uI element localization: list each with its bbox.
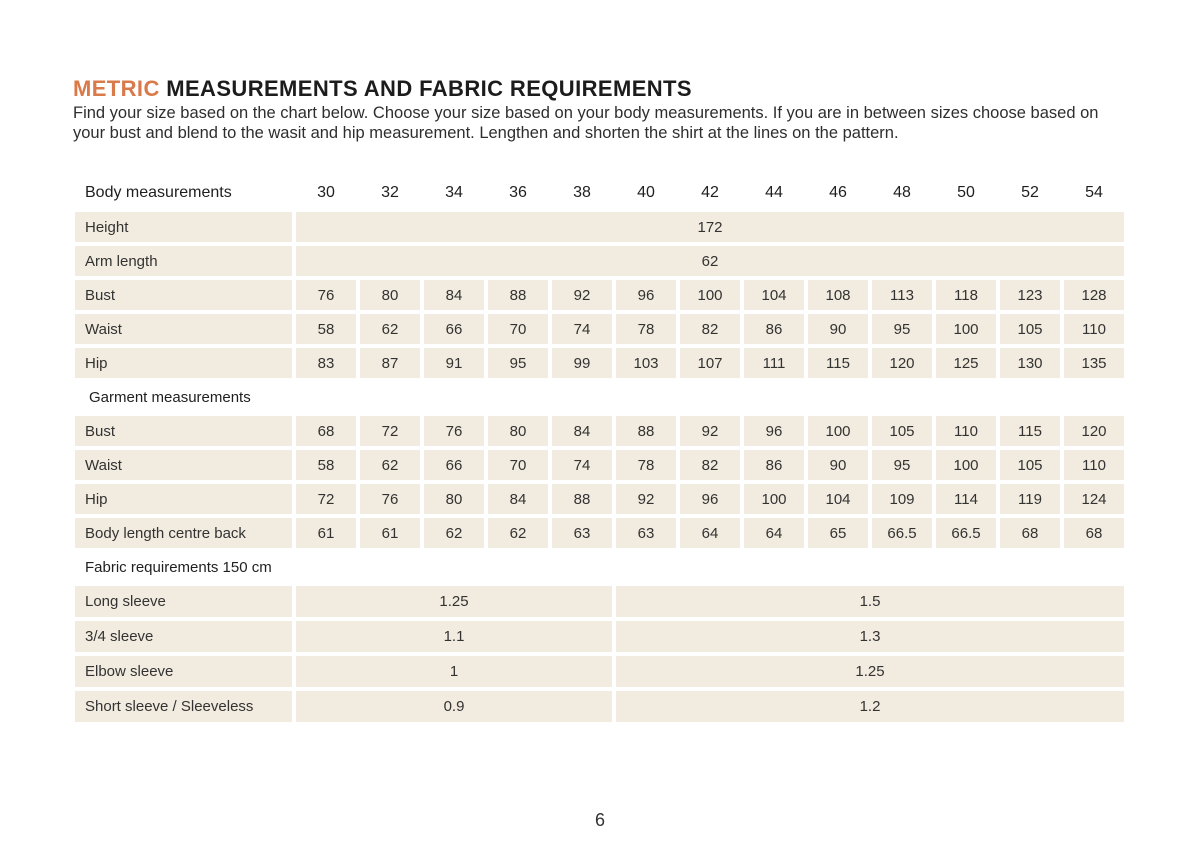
table-cell: 74 (552, 450, 612, 480)
table-cell: 74 (552, 314, 612, 344)
table-cell: 83 (296, 348, 356, 378)
table-cell: 123 (1000, 280, 1060, 310)
table-cell: 115 (1000, 416, 1060, 446)
table-cell: 62 (360, 450, 420, 480)
table-cell: 110 (936, 416, 996, 446)
table-cell: 88 (616, 416, 676, 446)
row-label: Bust (75, 280, 292, 310)
table-cell: 90 (808, 450, 868, 480)
size-header: 42 (701, 184, 719, 201)
table-cell: 92 (616, 484, 676, 514)
table-cell: 62 (360, 314, 420, 344)
table-cell: 68 (296, 416, 356, 446)
spanned-value: 172 (296, 212, 1124, 242)
size-header: 38 (573, 184, 591, 201)
table-cell: 103 (616, 348, 676, 378)
table-cell: 88 (488, 280, 548, 310)
fabric-value-large: 1.5 (616, 586, 1124, 617)
table-cell: 107 (680, 348, 740, 378)
table-cell: 86 (744, 450, 804, 480)
table-cell: 84 (488, 484, 548, 514)
row-label: Bust (75, 416, 292, 446)
size-header: 32 (381, 184, 399, 201)
table-cell: 61 (360, 518, 420, 548)
table-cell: 58 (296, 314, 356, 344)
row-label: Waist (75, 314, 292, 344)
table-cell: 99 (552, 348, 612, 378)
table-cell: 64 (680, 518, 740, 548)
table-cell: 82 (680, 450, 740, 480)
section-title-fabric: Fabric requirements 150 cm (85, 558, 272, 576)
table-cell: 125 (936, 348, 996, 378)
table-cell: 105 (872, 416, 932, 446)
table-cell: 119 (1000, 484, 1060, 514)
table-cell: 82 (680, 314, 740, 344)
size-header: 48 (893, 184, 911, 201)
table-cell: 70 (488, 314, 548, 344)
row-label: Long sleeve (75, 586, 292, 617)
table-cell: 78 (616, 314, 676, 344)
table-cell: 63 (552, 518, 612, 548)
table-cell: 124 (1064, 484, 1124, 514)
table-cell: 130 (1000, 348, 1060, 378)
table-cell: 58 (296, 450, 356, 480)
intro-text: Find your size based on the chart below. Choose your size based on your body measurements. If you are in between sizes choose based on your bust and blend to the wasit and hip measurement. Lengthen and shorten the shirt at the lines on the pattern. (73, 104, 1099, 142)
fabric-value-large: 1.25 (616, 656, 1124, 687)
table-cell: 100 (936, 450, 996, 480)
table-cell: 84 (552, 416, 612, 446)
table-cell: 72 (296, 484, 356, 514)
table-cell: 95 (488, 348, 548, 378)
table-cell: 86 (744, 314, 804, 344)
table-cell: 76 (360, 484, 420, 514)
table-cell: 128 (1064, 280, 1124, 310)
table-cell: 109 (872, 484, 932, 514)
table-cell: 78 (616, 450, 676, 480)
size-chart-table (75, 178, 1124, 726)
table-cell: 90 (808, 314, 868, 344)
size-header: 34 (445, 184, 463, 201)
page-number: 6 (594, 810, 605, 830)
size-header: 30 (317, 184, 335, 201)
table-cell: 115 (808, 348, 868, 378)
table-cell: 108 (808, 280, 868, 310)
table-cell: 66.5 (936, 518, 996, 548)
fabric-value-small: 1.1 (296, 621, 612, 652)
table-cell: 64 (744, 518, 804, 548)
row-label: 3/4 sleeve (75, 621, 292, 652)
table-cell: 70 (488, 450, 548, 480)
table-cell: 104 (808, 484, 868, 514)
table-cell: 120 (872, 348, 932, 378)
table-cell: 95 (872, 314, 932, 344)
fabric-value-large: 1.3 (616, 621, 1124, 652)
row-label: Hip (75, 484, 292, 514)
size-header: 44 (765, 184, 783, 201)
size-header: 52 (1021, 184, 1039, 201)
row-label: Hip (75, 348, 292, 378)
table-cell: 87 (360, 348, 420, 378)
table-cell: 66.5 (872, 518, 932, 548)
table-cell: 105 (1000, 314, 1060, 344)
title-accent: METRIC (73, 76, 160, 101)
fabric-value-small: 1.25 (296, 586, 612, 617)
table-cell: 104 (744, 280, 804, 310)
table-cell: 135 (1064, 348, 1124, 378)
table-cell: 100 (936, 314, 996, 344)
fabric-value-large: 1.2 (616, 691, 1124, 722)
table-cell: 76 (424, 416, 484, 446)
table-cell: 118 (936, 280, 996, 310)
table-cell: 80 (488, 416, 548, 446)
page-title (73, 76, 692, 102)
table-cell: 65 (808, 518, 868, 548)
table-cell: 63 (616, 518, 676, 548)
table-cell: 80 (360, 280, 420, 310)
title-rest: MEASUREMENTS AND FABRIC REQUIREMENTS (159, 76, 692, 101)
table-cell: 100 (808, 416, 868, 446)
table-cell: 80 (424, 484, 484, 514)
table-cell: 91 (424, 348, 484, 378)
table-cell: 66 (424, 450, 484, 480)
table-cell: 120 (1064, 416, 1124, 446)
table-cell: 61 (296, 518, 356, 548)
row-label: Arm length (75, 246, 292, 276)
table-cell: 92 (552, 280, 612, 310)
table-cell: 96 (616, 280, 676, 310)
table-cell: 110 (1064, 450, 1124, 480)
table-cell: 95 (872, 450, 932, 480)
table-cell: 92 (680, 416, 740, 446)
row-label: Waist (75, 450, 292, 480)
table-cell: 96 (744, 416, 804, 446)
header-label: Body measurements (85, 184, 232, 201)
row-label: Body length centre back (75, 518, 292, 548)
fabric-value-small: 0.9 (296, 691, 612, 722)
table-cell: 105 (1000, 450, 1060, 480)
size-header: 54 (1085, 184, 1103, 201)
size-header: 50 (957, 184, 975, 201)
table-cell: 68 (1000, 518, 1060, 548)
size-header: 36 (509, 184, 527, 201)
spanned-value: 62 (296, 246, 1124, 276)
table-cell: 111 (744, 348, 804, 378)
table-cell: 72 (360, 416, 420, 446)
table-cell: 62 (488, 518, 548, 548)
table-cell: 88 (552, 484, 612, 514)
table-cell: 96 (680, 484, 740, 514)
table-cell: 68 (1064, 518, 1124, 548)
table-cell: 110 (1064, 314, 1124, 344)
row-label: Short sleeve / Sleeveless (75, 691, 292, 722)
fabric-value-small: 1 (296, 656, 612, 687)
row-label: Elbow sleeve (75, 656, 292, 687)
section-title-garment: Garment measurements (89, 388, 251, 406)
table-cell: 114 (936, 484, 996, 514)
row-label: Height (75, 212, 292, 242)
size-header: 40 (637, 184, 655, 201)
table-cell: 66 (424, 314, 484, 344)
table-cell: 62 (424, 518, 484, 548)
table-cell: 113 (872, 280, 932, 310)
size-header: 46 (829, 184, 847, 201)
table-cell: 84 (424, 280, 484, 310)
table-cell: 100 (744, 484, 804, 514)
table-cell: 76 (296, 280, 356, 310)
table-cell: 100 (680, 280, 740, 310)
